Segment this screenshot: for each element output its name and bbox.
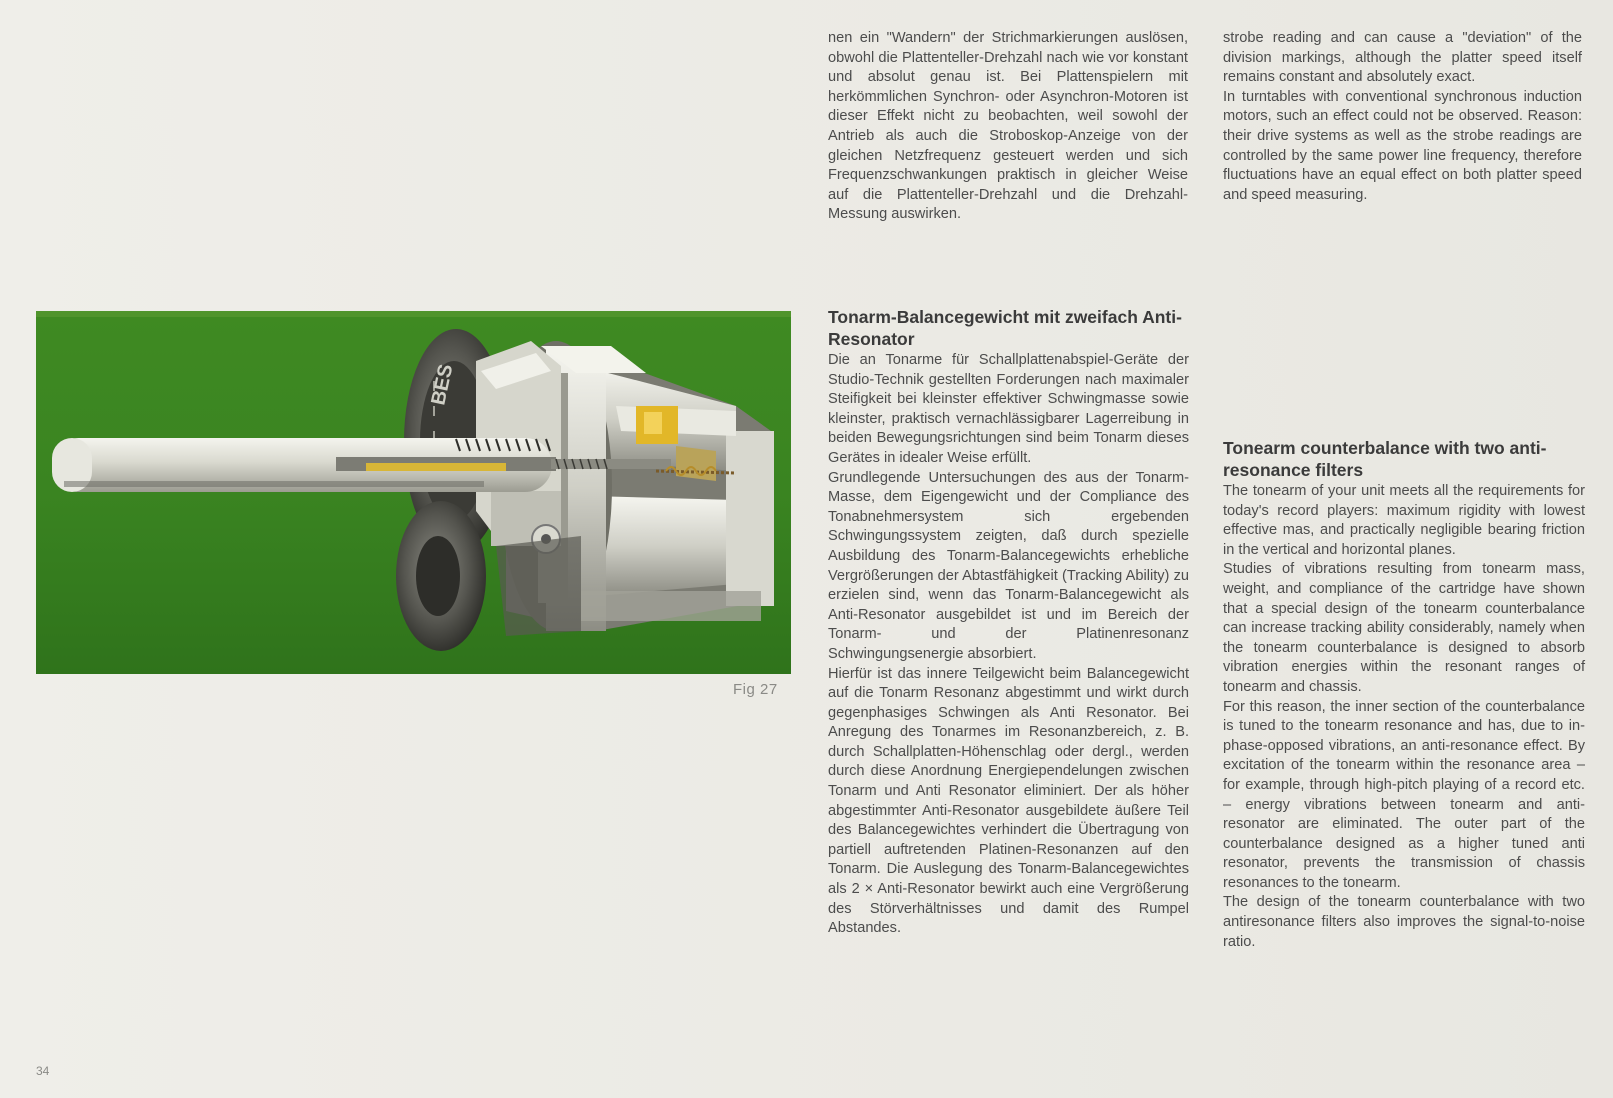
english-intro-paragraph: strobe reading and can cause a "deviation" of the division markings, although the platter speed itself remains constant and absolutely exact. (1223, 30, 1582, 86)
tonearm-counterbalance-cutaway-photo (36, 311, 791, 674)
english-paragraph: The design of the tonearm counterbalance with two antiresonance filters also improves the signal-to-noise ratio. (1223, 894, 1585, 950)
svg-text:BES: BES (427, 362, 458, 408)
german-intro-paragraph: nen ein "Wandern" der Strichmarkierungen auslösen, obwohl die Plattenteller-Drehzahl nach wie vor konstant und absolut genau ist. Bei Plattenspielern mit herkömmlichen Synchron- oder Asynchron-Motoren ist dieser Effekt nicht zu beobachten, weil sowohl der Antrieb als auch die Stroboskop-Anzeige von der gleichen Netzfrequenz gesteuert werden und sich Frequenzschwankungen praktisch in gleicher Weise auf die Plattenteller-Drehzahl und die Drehzahl-Messung auswirken. (828, 30, 1188, 223)
german-section (828, 306, 1189, 939)
english-section-heading: Tonearm counterbalance with two anti-resonance filters (1223, 438, 1547, 480)
german-paragraph: Hierfür ist das innere Teilgewicht beim Balancegewicht auf die Tonarm Resonanz abgestimmt und wirkt durch gegenphasiges Schwingen als Anti Resonator. Bei Anregung des Tonarmes im Resonanzbereich, z. B. durch Schallplatten-Höhenschlag oder dergl., werden durch diese Anordnung Energiependelungen zwischen Tonarm und Anti Resonator eliminiert. Der als höher abgestimmter Anti-Resonator ausgebildete äußere Teil des Balancegewichtes verhindert die Übertragung von partiell auftretenden Platinen-Resonanzen auf den Tonarm. Die Auslegung des Tonarm-Balancegewichtes als 2 × Anti-Resonator bewirkt auch eine Vergrößerung des Störverhältnisses und damit des Rumpel Abstandes. (828, 665, 1189, 937)
english-section (1223, 437, 1585, 952)
german-section-heading: Tonarm-Balancegewicht mit zweifach Anti-Resonator (828, 307, 1182, 349)
english-paragraph: Studies of vibrations resulting from tonearm mass, weight, and compliance of the cartridge have shown that a special design of the tonearm counterbalance can increase tracking ability considerably, namely when the tonearm counterbalance is designed to absorb vibration energies within the resonant ranges of tonearm and chassis. (1223, 561, 1585, 695)
figure-caption: Fig 27 (733, 681, 778, 698)
english-intro-column (1223, 29, 1582, 205)
english-intro-paragraph: In turntables with conventional synchronous induction motors, such an effect could not be observed. Reason: their drive systems as well as the strobe readings are controlled by the same power line frequency, therefore fluctuations have an equal effect on both platter speed and speed measuring. (1223, 88, 1582, 203)
english-paragraph: For this reason, the inner section of the counterbalance is tuned to the tonearm resonance and has, due to in-phase-opposed vibrations, an anti-resonance effect. By excitation of the tonearm within the resonance area – for example, through high-pitch playing of a record etc. – energy vibrations between tonearm and anti-resonator are eliminated. The outer part of the counterbalance designed as a higher tuned anti resonator, prevents the transmission of chassis resonances to the tonearm. (1223, 698, 1585, 891)
german-paragraph: Grundlegende Untersuchungen des aus der Tonarm-Masse, dem Eigengewicht und der Compliance des Tonabnehmersystem sich ergebenden Schwingungssystem zeigten, daß durch spezielle Ausbildung des Tonarm-Balancegewichts erhebliche Vergrößerungen der Abtastfähigkeit (Tracking Ability) zu erzielen sind, wenn das Tonarm-Balancegewicht als Anti-Resonator ausgebildet ist und im Bereich der Tonarm- und der Platinenresonanz Schwingungsenergie absorbiert. (828, 469, 1189, 662)
german-paragraph: Die an Tonarme für Schallplattenabspiel-Geräte der Studio-Technik gestellten Forderungen nach maximaler Steifigkeit bei kleinster effektiver Schwingmasse sowie kleinster, praktisch vernachlässigbarer Lagerreibung in beiden Bewegungsrichtungen sind beim Tonarm dieses Gerätes in idealer Weise erfüllt. (828, 352, 1189, 466)
english-paragraph: The tonearm of your unit meets all the requirements for today's record players: maximum rigidity with lowest effective mas, and practically negligible bearing friction in the vertical and horizontal planes. (1223, 483, 1585, 558)
page-number: 34 (36, 1064, 50, 1078)
german-intro-column (828, 29, 1188, 225)
